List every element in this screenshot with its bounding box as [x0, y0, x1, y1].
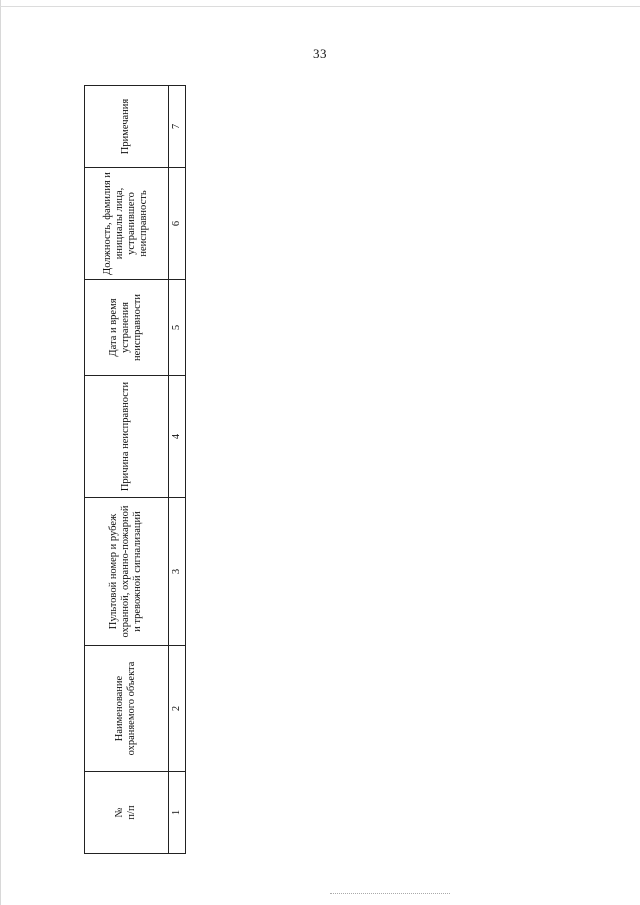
journal-table — [84, 85, 186, 854]
scan-top-edge — [0, 6, 640, 7]
column-number-cell: 4 — [168, 376, 185, 498]
table-numbering-row — [168, 86, 185, 854]
journal-table-rotated — [84, 86, 186, 854]
header-cell-repairer: Должность, фамилия и инициалы лица, устранившего неисправность — [85, 168, 169, 280]
header-cell-number: № п/п — [85, 772, 169, 854]
column-number-cell: 2 — [168, 646, 185, 772]
header-cell-repair-datetime: Дата и время устранения неисправности — [85, 280, 169, 376]
header-cell-fault-cause: Причина неисправности — [85, 376, 169, 498]
column-number-cell: 5 — [168, 280, 185, 376]
page-number: 33 — [313, 46, 327, 61]
header-cell-console-number: Пультовой номер и рубеж охранной, охранно-пожарной и тревожной сигнализаций — [85, 498, 169, 646]
header-cell-object-name: Наименование охраняемого объекта — [85, 646, 169, 772]
scan-artifact-dots — [330, 893, 450, 895]
column-number-cell: 3 — [168, 498, 185, 646]
table-header-row — [85, 86, 169, 854]
page-edge — [0, 0, 1, 905]
column-number-cell: 1 — [168, 772, 185, 854]
column-number-cell: 7 — [168, 86, 185, 168]
column-number-cell: 6 — [168, 168, 185, 280]
header-cell-notes: Примечания — [85, 86, 169, 168]
